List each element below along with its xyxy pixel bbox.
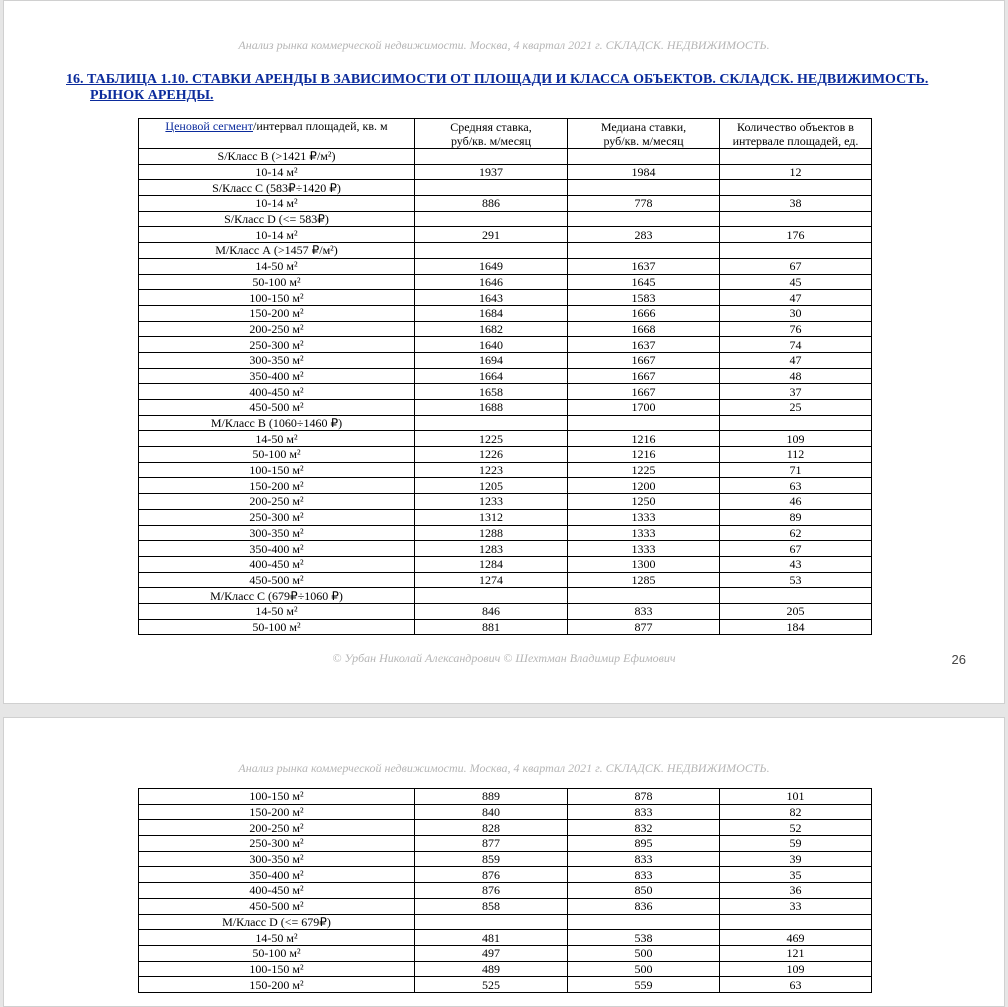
cell-object-count: 47	[720, 352, 872, 368]
table-row	[139, 305, 872, 321]
cell-interval: 300-350 м²	[139, 851, 415, 867]
cell-interval: 50-100 м²	[139, 447, 415, 463]
cell-median-rate: 850	[568, 883, 720, 899]
cell-object-count: 121	[720, 945, 872, 961]
cell-average-rate: 858	[415, 898, 568, 914]
cell-object-count: 53	[720, 572, 872, 588]
segment-group-row	[139, 149, 872, 165]
cell-median-rate	[568, 914, 720, 930]
table-row	[139, 851, 872, 867]
segment-group-row	[139, 243, 872, 259]
cell-median-rate: 1700	[568, 400, 720, 416]
table-row	[139, 274, 872, 290]
cell-object-count: 47	[720, 290, 872, 306]
cell-average-rate: 876	[415, 883, 568, 899]
table-row	[139, 321, 872, 337]
table-row	[139, 930, 872, 946]
cell-object-count: 48	[720, 368, 872, 384]
table-row	[139, 619, 872, 635]
cell-interval: 350-400 м²	[139, 541, 415, 557]
cell-interval: 100-150 м²	[139, 789, 415, 805]
cell-object-count: 109	[720, 961, 872, 977]
cell-object-count: 63	[720, 478, 872, 494]
cell-object-count: 76	[720, 321, 872, 337]
cell-interval: 10-14 м²	[139, 164, 415, 180]
document-page-26	[3, 0, 1005, 704]
cell-interval: 450-500 м²	[139, 400, 415, 416]
cell-median-rate: 833	[568, 851, 720, 867]
table-row	[139, 541, 872, 557]
table-row	[139, 603, 872, 619]
cell-median-rate: 559	[568, 977, 720, 993]
column-header-average-line-2: руб/кв. м/месяц	[450, 133, 532, 148]
column-header-segment	[139, 119, 415, 149]
cell-interval: 400-450 м²	[139, 556, 415, 572]
cell-average-rate: 1233	[415, 494, 568, 510]
cell-interval: 100-150 м²	[139, 290, 415, 306]
cell-average-rate: 1694	[415, 352, 568, 368]
table-row	[139, 447, 872, 463]
table-row	[139, 867, 872, 883]
cell-average-rate: 1688	[415, 400, 568, 416]
cell-median-rate	[568, 415, 720, 431]
cell-interval: 250-300 м²	[139, 509, 415, 525]
cell-average-rate: 840	[415, 804, 568, 820]
price-segment-link[interactable]: Ценовой сегмент	[165, 119, 253, 133]
table-row	[139, 804, 872, 820]
cell-median-rate: 878	[568, 789, 720, 805]
cell-median-rate: 836	[568, 898, 720, 914]
column-header-count-line-1: Количество объектов в	[737, 119, 854, 134]
cell-median-rate: 500	[568, 961, 720, 977]
running-header: Анализ рынка коммерческой недвижимости. Москва, 4 квартал 2021 г. СКЛАДСК. НЕДВИЖИМОСТЬ.	[238, 761, 770, 775]
cell-average-rate: 1937	[415, 164, 568, 180]
cell-average-rate: 1205	[415, 478, 568, 494]
table-row	[139, 820, 872, 836]
cell-object-count: 12	[720, 164, 872, 180]
table-row	[139, 196, 872, 212]
cell-average-rate	[415, 588, 568, 604]
table-row	[139, 462, 872, 478]
cell-average-rate: 525	[415, 977, 568, 993]
cell-object-count: 112	[720, 447, 872, 463]
page-number: 26	[951, 652, 966, 667]
cell-interval: 100-150 м²	[139, 961, 415, 977]
table-body	[139, 789, 872, 993]
cell-median-rate	[568, 180, 720, 196]
cell-average-rate: 1312	[415, 509, 568, 525]
cell-average-rate: 876	[415, 867, 568, 883]
cell-object-count: 33	[720, 898, 872, 914]
table-title-line-2: РЫНОК АРЕНДЫ.	[90, 88, 214, 103]
table-title-line-1: 16. ТАБЛИЦА 1.10. СТАВКИ АРЕНДЫ В ЗАВИСИМОСТИ ОТ ПЛОЩАДИ И КЛАССА ОБЪЕКТОВ. СКЛАДСК. НЕДВИЖИМОСТЬ.	[66, 72, 929, 87]
cell-average-rate: 1682	[415, 321, 568, 337]
cell-object-count: 176	[720, 227, 872, 243]
cell-average-rate: 1643	[415, 290, 568, 306]
cell-object-count	[720, 914, 872, 930]
cell-interval: 10-14 м²	[139, 196, 415, 212]
cell-object-count: 59	[720, 836, 872, 852]
column-header-median-line-2: руб/кв. м/месяц	[603, 133, 684, 148]
cell-median-rate: 833	[568, 867, 720, 883]
cell-median-rate: 1984	[568, 164, 720, 180]
cell-average-rate	[415, 180, 568, 196]
cell-median-rate: 832	[568, 820, 720, 836]
table-row	[139, 525, 872, 541]
cell-interval: M/Класс D (<= 679₽)	[139, 914, 415, 930]
cell-median-rate: 1667	[568, 352, 720, 368]
cell-interval: 200-250 м²	[139, 820, 415, 836]
cell-interval: 250-300 м²	[139, 836, 415, 852]
cell-median-rate: 1333	[568, 525, 720, 541]
cell-median-rate: 833	[568, 603, 720, 619]
cell-average-rate: 881	[415, 619, 568, 635]
table-row	[139, 258, 872, 274]
cell-average-rate: 291	[415, 227, 568, 243]
table-row	[139, 352, 872, 368]
cell-average-rate: 1223	[415, 462, 568, 478]
table-row	[139, 164, 872, 180]
table-row	[139, 494, 872, 510]
cell-average-rate: 481	[415, 930, 568, 946]
table-row	[139, 883, 872, 899]
cell-median-rate: 283	[568, 227, 720, 243]
cell-average-rate: 1284	[415, 556, 568, 572]
cell-median-rate: 1668	[568, 321, 720, 337]
cell-interval: S/Класс В (>1421 ₽/м²)	[139, 149, 415, 165]
cell-interval: 50-100 м²	[139, 945, 415, 961]
table-row	[139, 789, 872, 805]
cell-object-count	[720, 588, 872, 604]
table-row	[139, 431, 872, 447]
cell-average-rate: 1283	[415, 541, 568, 557]
cell-object-count	[720, 149, 872, 165]
segment-group-row	[139, 211, 872, 227]
cell-interval: M/Класс С (679₽÷1060 ₽)	[139, 588, 415, 604]
cell-object-count: 205	[720, 603, 872, 619]
cell-average-rate: 877	[415, 836, 568, 852]
cell-interval: 150-200 м²	[139, 804, 415, 820]
table-row	[139, 836, 872, 852]
cell-average-rate: 1664	[415, 368, 568, 384]
cell-median-rate: 1637	[568, 337, 720, 353]
cell-interval: 50-100 м²	[139, 619, 415, 635]
cell-average-rate: 497	[415, 945, 568, 961]
cell-interval: 50-100 м²	[139, 274, 415, 290]
cell-interval: 300-350 м²	[139, 352, 415, 368]
table-row	[139, 509, 872, 525]
cell-object-count: 71	[720, 462, 872, 478]
cell-object-count	[720, 180, 872, 196]
cell-object-count: 63	[720, 977, 872, 993]
cell-object-count: 36	[720, 883, 872, 899]
segment-group-row	[139, 588, 872, 604]
cell-interval: 250-300 м²	[139, 337, 415, 353]
cell-interval: 14-50 м²	[139, 431, 415, 447]
cell-average-rate: 859	[415, 851, 568, 867]
cell-average-rate: 1226	[415, 447, 568, 463]
cell-median-rate: 1667	[568, 368, 720, 384]
running-header: Анализ рынка коммерческой недвижимости. Москва, 4 квартал 2021 г. СКЛАДСК. НЕДВИЖИМОСТЬ.	[238, 38, 770, 52]
cell-object-count: 67	[720, 258, 872, 274]
cell-object-count: 109	[720, 431, 872, 447]
table-row	[139, 227, 872, 243]
document-page-27	[3, 717, 1005, 1007]
rent-rates-table	[138, 118, 872, 635]
cell-average-rate: 1274	[415, 572, 568, 588]
cell-object-count: 38	[720, 196, 872, 212]
cell-interval: 150-200 м²	[139, 305, 415, 321]
cell-median-rate: 1667	[568, 384, 720, 400]
table-row	[139, 337, 872, 353]
cell-median-rate: 1225	[568, 462, 720, 478]
cell-average-rate: 1646	[415, 274, 568, 290]
cell-object-count: 25	[720, 400, 872, 416]
cell-interval: 450-500 м²	[139, 898, 415, 914]
cell-median-rate: 1285	[568, 572, 720, 588]
cell-interval: 14-50 м²	[139, 930, 415, 946]
cell-object-count: 30	[720, 305, 872, 321]
cell-interval: 150-200 м²	[139, 977, 415, 993]
table-header-row	[139, 119, 872, 149]
table-body	[139, 149, 872, 635]
cell-median-rate: 1583	[568, 290, 720, 306]
cell-average-rate	[415, 243, 568, 259]
table-row	[139, 290, 872, 306]
cell-average-rate: 1225	[415, 431, 568, 447]
cell-object-count	[720, 243, 872, 259]
table-title	[66, 72, 966, 104]
cell-average-rate	[415, 914, 568, 930]
cell-object-count: 37	[720, 384, 872, 400]
cell-object-count	[720, 211, 872, 227]
column-header-average-line-1: Средняя ставка,	[450, 119, 532, 134]
cell-object-count: 43	[720, 556, 872, 572]
cell-object-count: 62	[720, 525, 872, 541]
cell-interval: 350-400 м²	[139, 867, 415, 883]
cell-interval: S/Класс D (<= 583₽)	[139, 211, 415, 227]
cell-median-rate	[568, 243, 720, 259]
cell-interval: 400-450 м²	[139, 384, 415, 400]
cell-object-count: 101	[720, 789, 872, 805]
segment-group-row	[139, 914, 872, 930]
cell-median-rate: 778	[568, 196, 720, 212]
cell-median-rate: 538	[568, 930, 720, 946]
cell-average-rate	[415, 211, 568, 227]
cell-median-rate: 1666	[568, 305, 720, 321]
cell-median-rate: 1216	[568, 447, 720, 463]
cell-object-count: 89	[720, 509, 872, 525]
cell-interval: 10-14 м²	[139, 227, 415, 243]
table-row	[139, 572, 872, 588]
table-row	[139, 400, 872, 416]
cell-average-rate	[415, 415, 568, 431]
table-row	[139, 898, 872, 914]
cell-average-rate: 889	[415, 789, 568, 805]
table-row	[139, 945, 872, 961]
cell-interval: 200-250 м²	[139, 494, 415, 510]
copyright-footer: © Урбан Николай Александрович © Шехтман Владимир Ефимович	[332, 651, 676, 665]
table-row	[139, 368, 872, 384]
cell-median-rate: 1216	[568, 431, 720, 447]
cell-average-rate: 886	[415, 196, 568, 212]
cell-median-rate	[568, 588, 720, 604]
cell-median-rate: 1250	[568, 494, 720, 510]
cell-object-count: 67	[720, 541, 872, 557]
cell-median-rate: 1645	[568, 274, 720, 290]
cell-interval: M/Класс А (>1457 ₽/м²)	[139, 243, 415, 259]
segment-group-row	[139, 180, 872, 196]
column-header-average	[415, 119, 568, 149]
cell-object-count: 39	[720, 851, 872, 867]
cell-interval: 450-500 м²	[139, 572, 415, 588]
column-header-median	[568, 119, 720, 149]
cell-object-count: 82	[720, 804, 872, 820]
rent-rates-table-continued	[138, 788, 872, 993]
cell-median-rate	[568, 149, 720, 165]
cell-interval: S/Класс С (583₽÷1420 ₽)	[139, 180, 415, 196]
cell-interval: 100-150 м²	[139, 462, 415, 478]
cell-interval: 350-400 м²	[139, 368, 415, 384]
table-row	[139, 384, 872, 400]
column-header-median-line-1: Медиана ставки,	[600, 119, 687, 134]
cell-interval: 400-450 м²	[139, 883, 415, 899]
table-row	[139, 977, 872, 993]
cell-average-rate	[415, 149, 568, 165]
cell-interval: M/Класс В (1060÷1460 ₽)	[139, 415, 415, 431]
cell-interval: 300-350 м²	[139, 525, 415, 541]
column-header-count	[720, 119, 872, 149]
cell-object-count: 74	[720, 337, 872, 353]
cell-median-rate: 1637	[568, 258, 720, 274]
table-row	[139, 478, 872, 494]
cell-average-rate: 1640	[415, 337, 568, 353]
table-row	[139, 556, 872, 572]
cell-object-count: 184	[720, 619, 872, 635]
cell-median-rate: 1333	[568, 509, 720, 525]
cell-interval: 14-50 м²	[139, 258, 415, 274]
cell-average-rate: 1658	[415, 384, 568, 400]
column-header-count-line-2: интервале площадей, ед.	[732, 133, 859, 148]
cell-average-rate: 1684	[415, 305, 568, 321]
cell-median-rate	[568, 211, 720, 227]
table-row	[139, 961, 872, 977]
cell-average-rate: 828	[415, 820, 568, 836]
cell-average-rate: 1649	[415, 258, 568, 274]
cell-interval: 14-50 м²	[139, 603, 415, 619]
cell-object-count: 52	[720, 820, 872, 836]
cell-median-rate: 895	[568, 836, 720, 852]
column-header-segment-text: /интервал площадей, кв. м	[252, 119, 388, 133]
cell-median-rate: 1200	[568, 478, 720, 494]
cell-object-count: 46	[720, 494, 872, 510]
cell-median-rate: 1333	[568, 541, 720, 557]
segment-group-row	[139, 415, 872, 431]
cell-average-rate: 489	[415, 961, 568, 977]
cell-median-rate: 877	[568, 619, 720, 635]
cell-object-count: 35	[720, 867, 872, 883]
cell-median-rate: 500	[568, 945, 720, 961]
cell-average-rate: 846	[415, 603, 568, 619]
cell-median-rate: 1300	[568, 556, 720, 572]
cell-object-count: 469	[720, 930, 872, 946]
cell-interval: 150-200 м²	[139, 478, 415, 494]
cell-object-count	[720, 415, 872, 431]
cell-average-rate: 1288	[415, 525, 568, 541]
cell-median-rate: 833	[568, 804, 720, 820]
cell-interval: 200-250 м²	[139, 321, 415, 337]
cell-object-count: 45	[720, 274, 872, 290]
